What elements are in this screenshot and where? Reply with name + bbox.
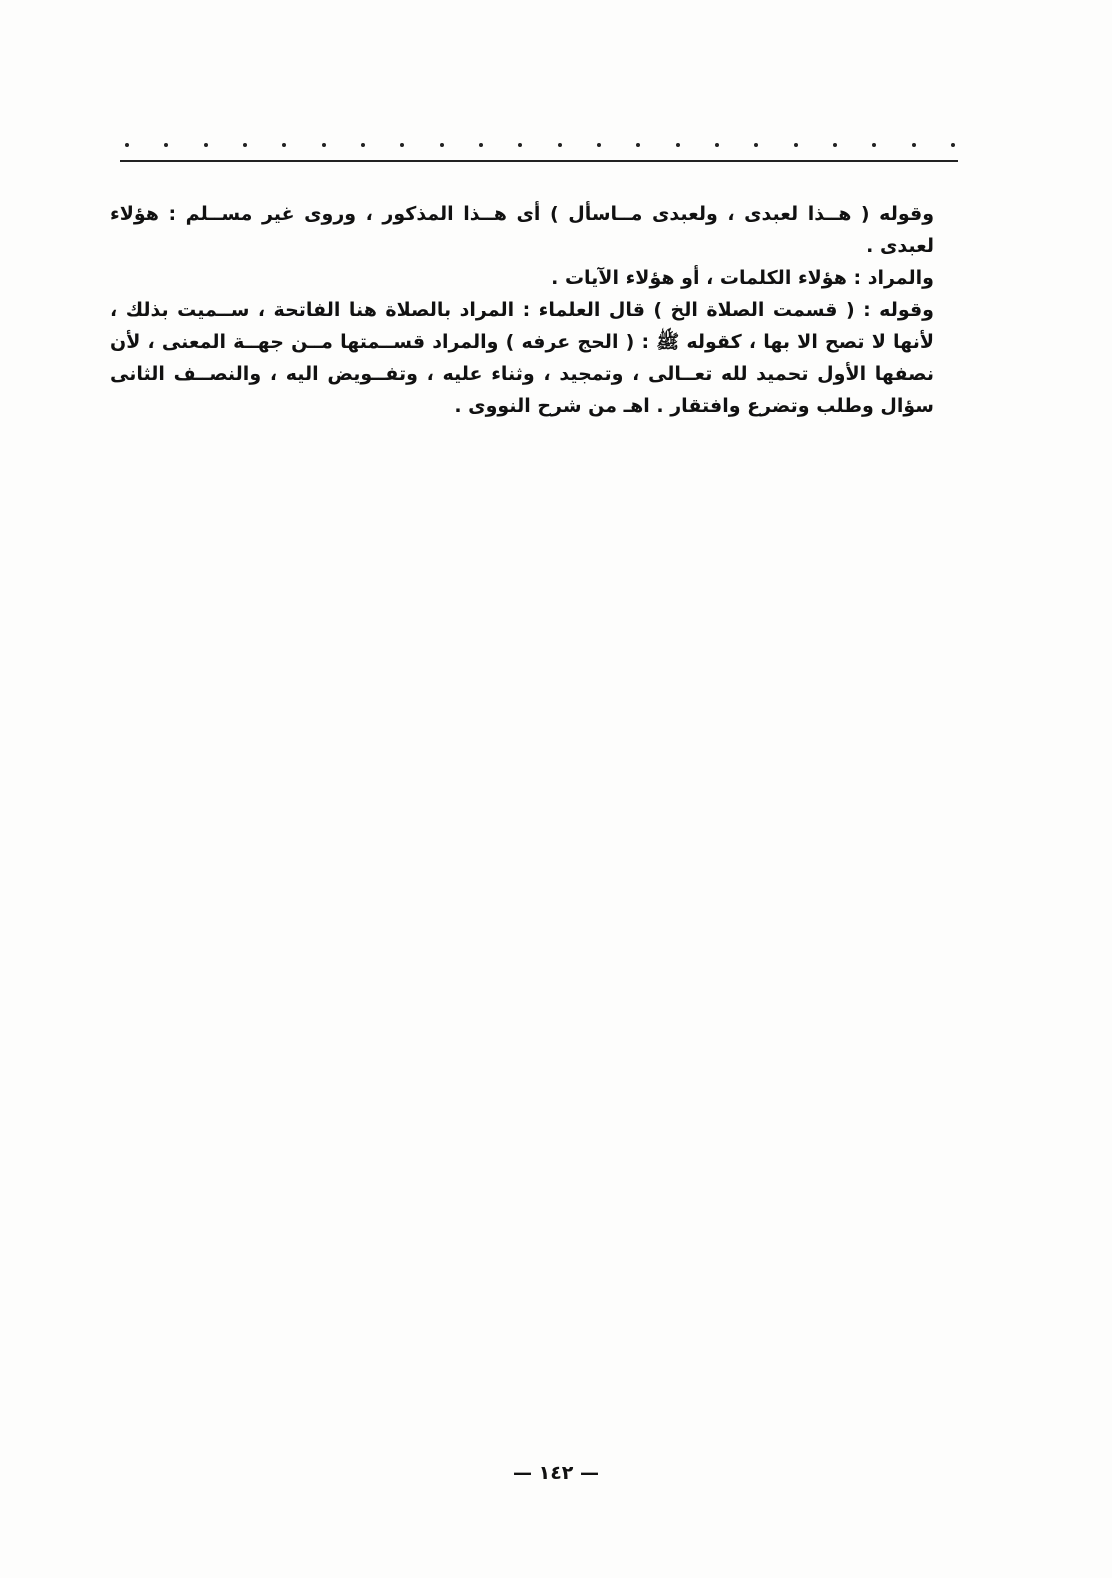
- dot: [558, 143, 562, 147]
- dot: [794, 143, 798, 147]
- page-number: — ١٤٢ —: [512, 1462, 600, 1484]
- dot: [715, 143, 719, 147]
- dot: [282, 143, 286, 147]
- dot: [676, 143, 680, 147]
- dot: [833, 143, 837, 147]
- decorative-dot-border: [125, 138, 955, 152]
- dot: [204, 143, 208, 147]
- commentary-text: [110, 198, 958, 422]
- dot: [872, 143, 876, 147]
- dot: [322, 143, 326, 147]
- paragraph-3: وقوله : ( قسمت الصلاة الخ ) قال العلماء : المراد بالصلاة هنا الفاتحة ، ســميت بذلك ، لأنها لا تصح الا بها ، كقوله ﷺ : ( الحج عرفه ) والمراد قســمتها مــن جهــة المعنى ، لأن نصفها الأول تحميد لله تعــالى ، وتمجيد ، وثناء عليه ، وتفــويض اليه ، والنصــف الثانى سؤال وطلب وتضرع وافتقار . اهـ من شرح النووى .: [110, 299, 934, 417]
- paragraph-1: وقوله ( هــذا لعبدى ، ولعبدى مــاسأل ) أى هــذا المذكور ، وروى غير مســلم : هؤلاء لعبدى .: [110, 203, 934, 257]
- dot: [754, 143, 758, 147]
- dot: [479, 143, 483, 147]
- dot: [636, 143, 640, 147]
- dot: [400, 143, 404, 147]
- dot: [951, 143, 955, 147]
- header-rule: [120, 160, 958, 162]
- dot: [361, 143, 365, 147]
- dot: [518, 143, 522, 147]
- paragraph-2: والمراد : هؤلاء الكلمات ، أو هؤلاء الآيات .: [551, 267, 934, 289]
- dot: [243, 143, 247, 147]
- dot: [912, 143, 916, 147]
- dot: [440, 143, 444, 147]
- dot: [164, 143, 168, 147]
- dot: [125, 143, 129, 147]
- dot: [597, 143, 601, 147]
